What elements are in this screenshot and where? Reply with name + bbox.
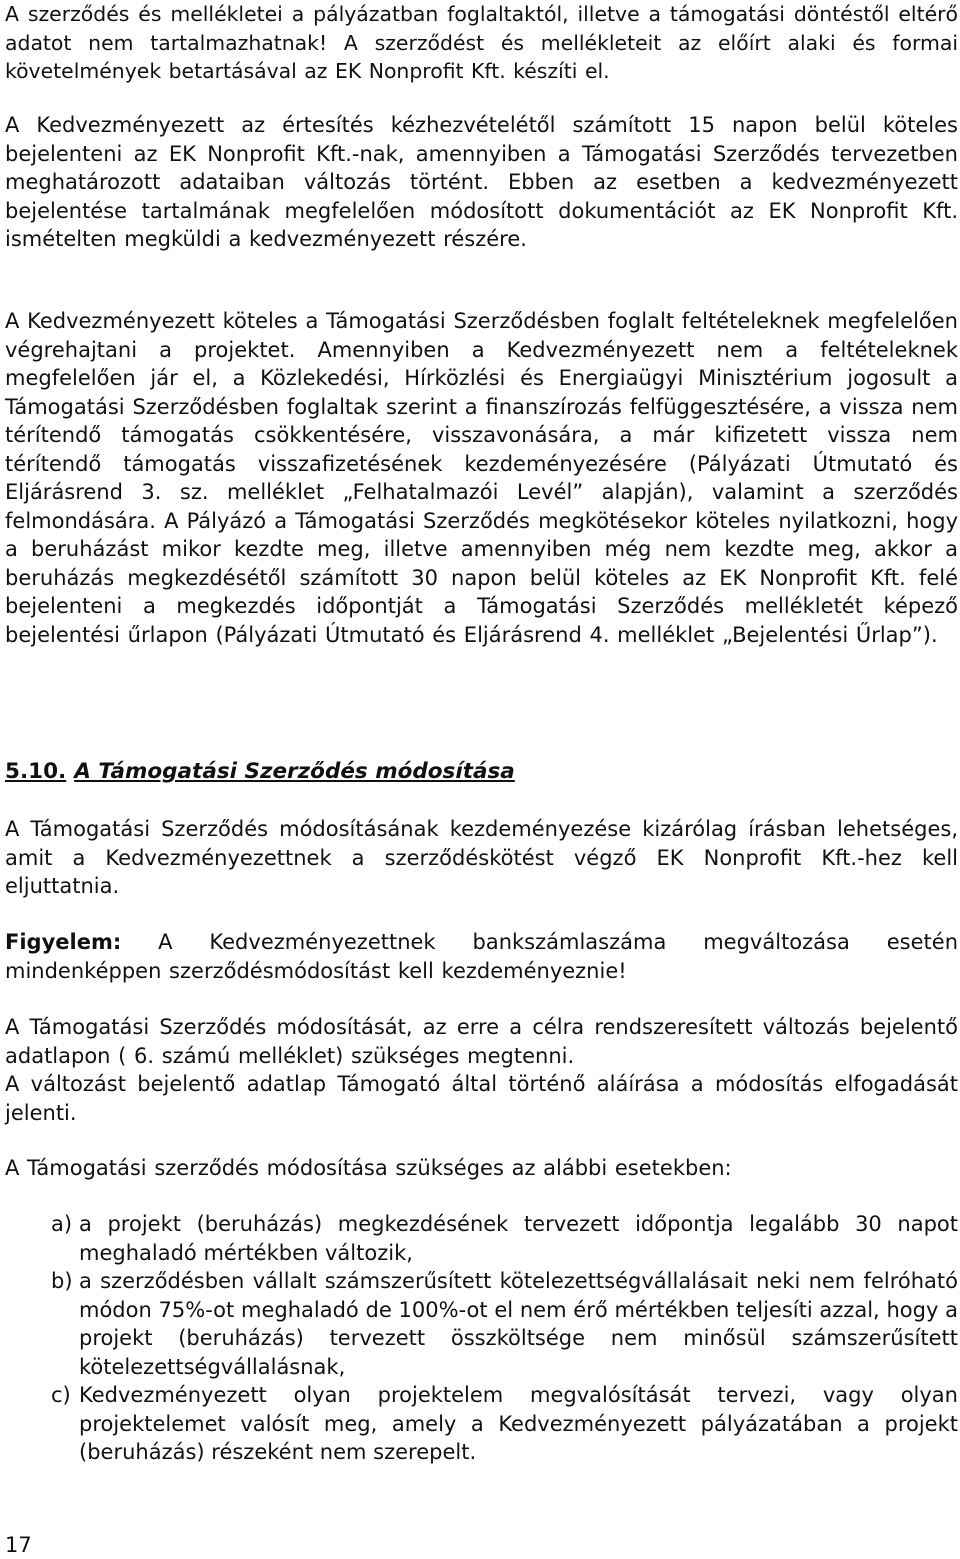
list-item bbox=[5, 1381, 958, 1467]
list-marker: c) bbox=[51, 1383, 71, 1407]
list-item-text: a szerződésben vállalt számszerűsített kötelezettségvállalásait neki nem felróható módon 75%-ot meghaladó de 100%-ot el nem érő mértékben teljesíti azzal, hogy a projekt (beruházás) tervezett összköltsége nem minősül számszerűsített kötelezettségvállalásnak, bbox=[79, 1269, 958, 1379]
paragraph-obligations: A Kedvezményezett köteles a Támogatási Szerződésben foglalt feltételeknek megfelelően végrehajtani a projektet. Amennyiben a Kedvezményezett nem a feltételeknek megfelelően jár el, a Közlekedési, Hírközlési és Energiaügyi Minisztérium jogosult a Támogatási Szerződésben foglaltak szerint a finanszírozás felfüggesztésére, a vissza nem térítendő támogatás csökkentésére, visszavonására, a már kifizetett vissza nem térítendő támogatás visszafizetésének kezdeményezésére (Pályázati Útmutató és Eljárásrend 3. sz. melléklet „Felhatalmazói Levél” alapján), valamint a szerződés felmondására. A Pályázó a Támogatási Szerződés megkötésekor köteles nyilatkozni, hogy a beruházást mikor kezdte meg, illetve amennyiben még nem kezdte meg, akkor a beruházás megkezdésétől számított 30 napon belül köteles az EK Nonprofit Kft. felé bejelenteni a megkezdés időpontját a Támogatási Szerződés mellékletét képező bejelentési űrlapon (Pályázati Útmutató és Eljárásrend 4. melléklet „Bejelentési Űrlap”). bbox=[5, 309, 958, 647]
paragraph-warning bbox=[5, 928, 958, 985]
page-number: 17 bbox=[5, 1533, 32, 1557]
list-marker: a) bbox=[51, 1212, 73, 1236]
warning-label: Figyelem: bbox=[5, 930, 122, 954]
section-number: 5.10. bbox=[5, 759, 67, 784]
section-title: A Támogatási Szerződés módosítása bbox=[74, 759, 515, 784]
paragraph-form-requirement: A Támogatási Szerződés módosítását, az erre a célra rendszeresített változás bejelentő adatlapon ( 6. számú melléklet) szükséges megtenni. bbox=[5, 1015, 958, 1068]
section-heading bbox=[5, 757, 515, 787]
paragraph-modification-request: A Támogatási Szerződés módosításának kezdeményezése kizárólag írásban lehetséges, amit a Kedvezményezettnek a szerződéskötést végző EK Nonprofit Kft.-hez kell eljuttatnia. bbox=[5, 817, 958, 898]
list-marker: b) bbox=[51, 1269, 73, 1293]
modification-cases-list bbox=[5, 1210, 958, 1467]
paragraph-signature-acceptance: A változást bejelentő adatlap Támogató által történő aláírása a módosítás elfogadását jelenti. bbox=[5, 1072, 958, 1125]
paragraph-contract-content: A szerződés és mellékletei a pályázatban foglaltaktól, illetve a támogatási döntéstől eltérő adatot nem tartalmazhatnak! A szerződést és mellékleteit az előírt alaki és formai követelmények betartásával az EK Nonprofit Kft. készíti el. bbox=[5, 2, 958, 83]
paragraph-notification-duty: A Kedvezményezett az értesítés kézhezvételétől számított 15 napon belül köteles bejelenteni az EK Nonprofit Kft.-nak, amennyiben a Támogatási Szerződés tervezetben meghatározott adataiban változás történt. Ebben az esetben a kedvezményezett bejelentése tartalmának megfelelően módosított dokumentációt az EK Nonprofit Kft. ismételten megküldi a kedvezményezett részére. bbox=[5, 113, 958, 251]
warning-text: A Kedvezményezettnek bankszámlaszáma megváltozása esetén mindenképpen szerződésmódosítást kell kezdeményeznie! bbox=[5, 930, 958, 983]
list-intro: A Támogatási szerződés módosítása szükséges az alábbi esetekben: bbox=[5, 1156, 732, 1180]
list-item-text: Kedvezményezett olyan projektelem megvalósítását tervezi, vagy olyan projektelemet valósít meg, amely a Kedvezményezett pályázatában a projekt (beruházás) részeként nem szerepelt. bbox=[79, 1383, 958, 1464]
list-item-text: a projekt (beruházás) megkezdésének tervezett időpontja legalább 30 napot meghaladó mértékben változik, bbox=[79, 1212, 958, 1265]
list-item bbox=[5, 1267, 958, 1381]
list-item bbox=[5, 1210, 958, 1267]
